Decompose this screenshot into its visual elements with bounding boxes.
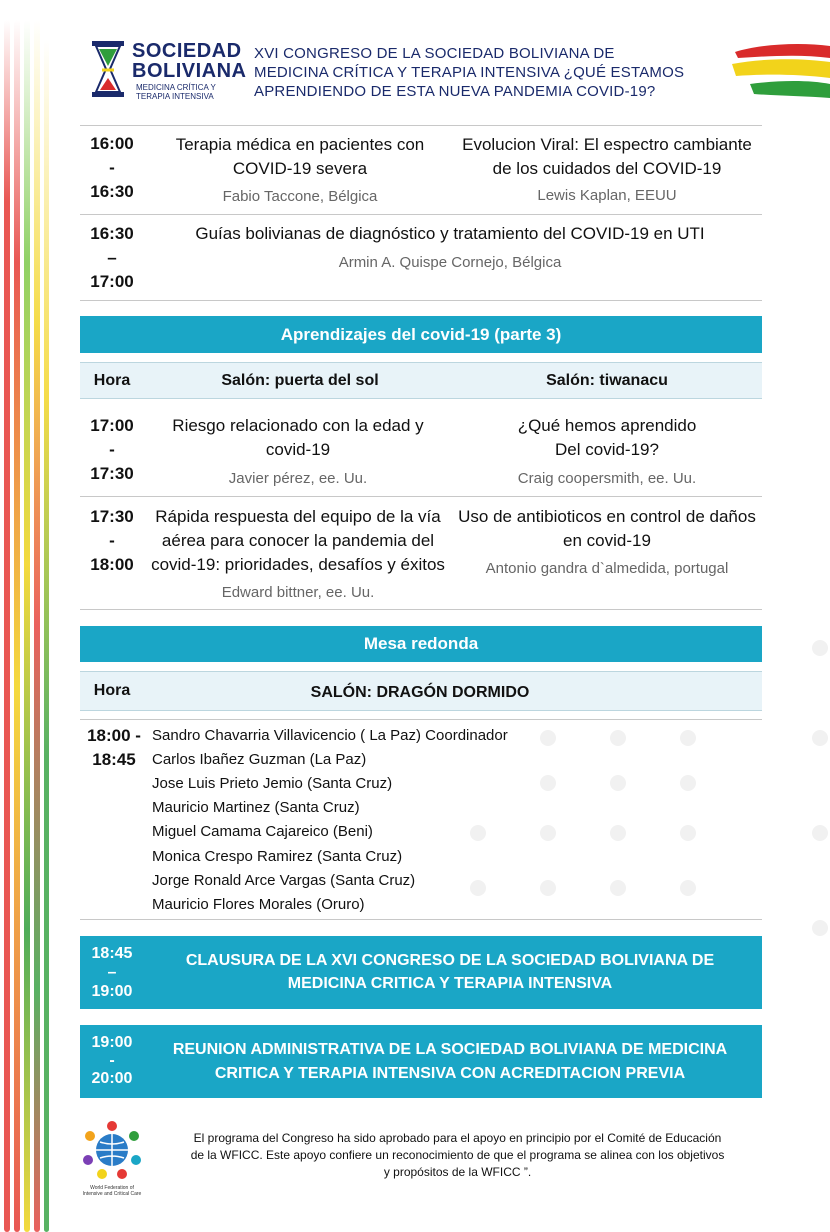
list-item: Sandro Chavarria Villavicencio ( La Paz) Coordinador <box>152 727 508 744</box>
logo-name-line1: SOCIEDAD <box>132 40 242 62</box>
time-separator: – <box>107 964 117 981</box>
column-header-hora: Hora <box>93 682 131 699</box>
admin-meeting-band <box>80 1025 762 1098</box>
admin-meeting-title-line: CRITICA Y TERAPIA INTENSIVA CON ACREDITACION PREVIA <box>214 1065 686 1082</box>
talk-title: Guías bolivianas de diagnóstico y tratamiento del COVID-19 en UTI <box>195 224 705 243</box>
table-header <box>80 671 762 711</box>
time-separator: - <box>109 158 115 177</box>
logo-subtitle-line1: MEDICINA CRÍTICA Y <box>136 83 216 92</box>
flag-brush-decoration <box>730 40 830 100</box>
column-header-room1: Salón: puerta del sol <box>221 372 379 389</box>
closing-title <box>160 949 740 995</box>
talk-title <box>452 133 762 181</box>
logo-subtitle-line2: TERAPIA INTENSIVA <box>136 92 214 101</box>
talk-title <box>452 414 762 462</box>
page-title-line2: MEDICINA CRÍTICA Y TERAPIA INTENSIVA ¿QUÉ ESTAMOS <box>254 64 685 81</box>
time-start: 17:30 <box>90 507 134 526</box>
society-logo <box>88 40 248 100</box>
column-header-room2: Salón: tiwanacu <box>546 372 668 389</box>
admin-meeting-title-line: REUNION ADMINISTRATIVA DE LA SOCIEDAD BOLIVIANA DE MEDICINA <box>172 1041 728 1058</box>
talk-title-line: Evolucion Viral: El espectro cambiante <box>462 135 752 154</box>
talk-title-line: aérea para conocer la pandemia del <box>161 531 435 550</box>
time-separator: - <box>109 1052 115 1069</box>
talk-title-line: Rápida respuesta del equipo de la vía <box>155 507 441 526</box>
list-item: Jose Luis Prieto Jemio (Santa Cruz) <box>152 775 393 792</box>
time-start: 19:00 <box>91 1034 133 1051</box>
time-slot <box>80 505 144 577</box>
time-separator: - <box>109 440 115 459</box>
time-slot <box>80 414 144 486</box>
talk-title-line: Del covid-19? <box>555 440 659 459</box>
column-header-room: SALÓN: DRAGÓN DORMIDO <box>310 684 530 701</box>
talk-title <box>150 133 450 181</box>
talk-title-line: covid-19: prioridades, desafíos y éxitos <box>151 555 445 574</box>
talk-speaker: Fabio Taccone, Bélgica <box>222 188 378 205</box>
time-end: 18:00 <box>90 555 134 574</box>
wficc-logo-caption: World Federation of Intensive and Critical Care <box>82 1185 142 1197</box>
time-start: 16:30 <box>90 224 134 243</box>
list-item: Mauricio Martinez (Santa Cruz) <box>152 799 360 816</box>
time-separator: – <box>107 248 117 267</box>
wficc-logo <box>80 1118 144 1198</box>
logo-name-line2: BOLIVIANA <box>132 60 247 82</box>
time-end: 18:45 <box>92 750 136 769</box>
time-start: 17:00 <box>90 416 134 435</box>
divider <box>80 719 762 720</box>
talk-title-line: en covid-19 <box>563 531 651 550</box>
footer-note <box>160 1130 755 1181</box>
list-item: Carlos Ibañez Guzman (La Paz) <box>152 751 367 768</box>
divider <box>80 300 762 301</box>
section-band: Mesa redonda <box>80 626 762 662</box>
divider <box>80 125 762 126</box>
talk-title-line: Riesgo relacionado con la edad y <box>172 416 424 435</box>
time-start: 18:00 - <box>87 726 141 745</box>
list-item: Miguel Camama Cajareico (Beni) <box>152 823 373 840</box>
time-slot <box>80 222 144 294</box>
list-item: Jorge Ronald Arce Vargas (Santa Cruz) <box>152 872 416 889</box>
admin-meeting-title <box>160 1038 740 1086</box>
time-end: 20:00 <box>91 1070 133 1087</box>
divider <box>80 919 762 920</box>
time-end: 17:00 <box>90 272 134 291</box>
section-band: Aprendizajes del covid-19 (parte 3) <box>80 316 762 353</box>
talk-title-line: de los cuidados del COVID-19 <box>492 159 722 178</box>
divider <box>80 496 762 497</box>
divider <box>80 609 762 610</box>
time-slot <box>80 944 144 1001</box>
time-slot <box>80 1034 144 1088</box>
divider <box>80 214 762 215</box>
talk-title-line: ¿Qué hemos aprendido <box>517 416 697 435</box>
talk-title <box>148 505 448 577</box>
closing-band <box>80 936 762 1009</box>
column-header-hora: Hora <box>93 372 131 389</box>
talk-title-line: Uso de antibioticos en control de daños <box>458 507 756 526</box>
talk-speaker: Lewis Kaplan, EEUU <box>537 187 677 204</box>
talk-speaker: Craig coopersmith, ee. Uu. <box>517 470 697 487</box>
page-title-line1: XVI CONGRESO DE LA SOCIEDAD BOLIVIANA DE <box>254 45 615 62</box>
closing-title-line: MEDICINA CRITICA Y TERAPIA INTENSIVA <box>287 975 613 992</box>
talk-title-line: COVID-19 severa <box>232 159 368 178</box>
hourglass-icon <box>88 40 128 98</box>
list-item: Monica Crespo Ramirez (Santa Cruz) <box>152 848 403 865</box>
time-separator: - <box>109 531 115 550</box>
time-end: 16:30 <box>90 182 134 201</box>
talk-title-line: Terapia médica en pacientes con <box>175 135 425 154</box>
table-header <box>80 362 762 399</box>
globe-people-icon <box>80 1118 144 1180</box>
time-end: 19:00 <box>91 983 133 1000</box>
footer-note-line: El programa del Congreso ha sido aprobado para el apoyo en principio por el Comité de Educación <box>193 1131 722 1145</box>
time-slot <box>80 132 144 204</box>
talk-speaker: Javier pérez, ee. Uu. <box>228 470 368 487</box>
time-start: 16:00 <box>90 134 134 153</box>
talk-speaker: Armin A. Quispe Cornejo, Bélgica <box>338 254 562 271</box>
talk-speaker: Antonio gandra d`almedida, portugal <box>485 560 729 577</box>
time-end: 17:30 <box>90 464 134 483</box>
talk-speaker: Edward bittner, ee. Uu. <box>221 584 375 601</box>
talk-title <box>452 505 762 553</box>
talk-title-line: covid-19 <box>265 440 331 459</box>
time-start: 18:45 <box>91 945 133 962</box>
closing-title-line: CLAUSURA DE LA XVI CONGRESO DE LA SOCIEDAD BOLIVIANA DE <box>185 952 715 969</box>
footer-note-line: y propósitos de la WFICC ”. <box>383 1165 532 1179</box>
footer-note-line: de la WFICC. Este apoyo confiere un reconocimiento de que el programa se alinea con los objetivos <box>190 1148 725 1162</box>
time-slot <box>82 724 146 772</box>
list-item: Mauricio Flores Morales (Oruro) <box>152 896 365 913</box>
page-title <box>254 44 724 101</box>
talk-title <box>148 414 448 462</box>
page-title-line3: APRENDIENDO DE ESTA NUEVA PANDEMIA COVID-19? <box>254 83 656 100</box>
